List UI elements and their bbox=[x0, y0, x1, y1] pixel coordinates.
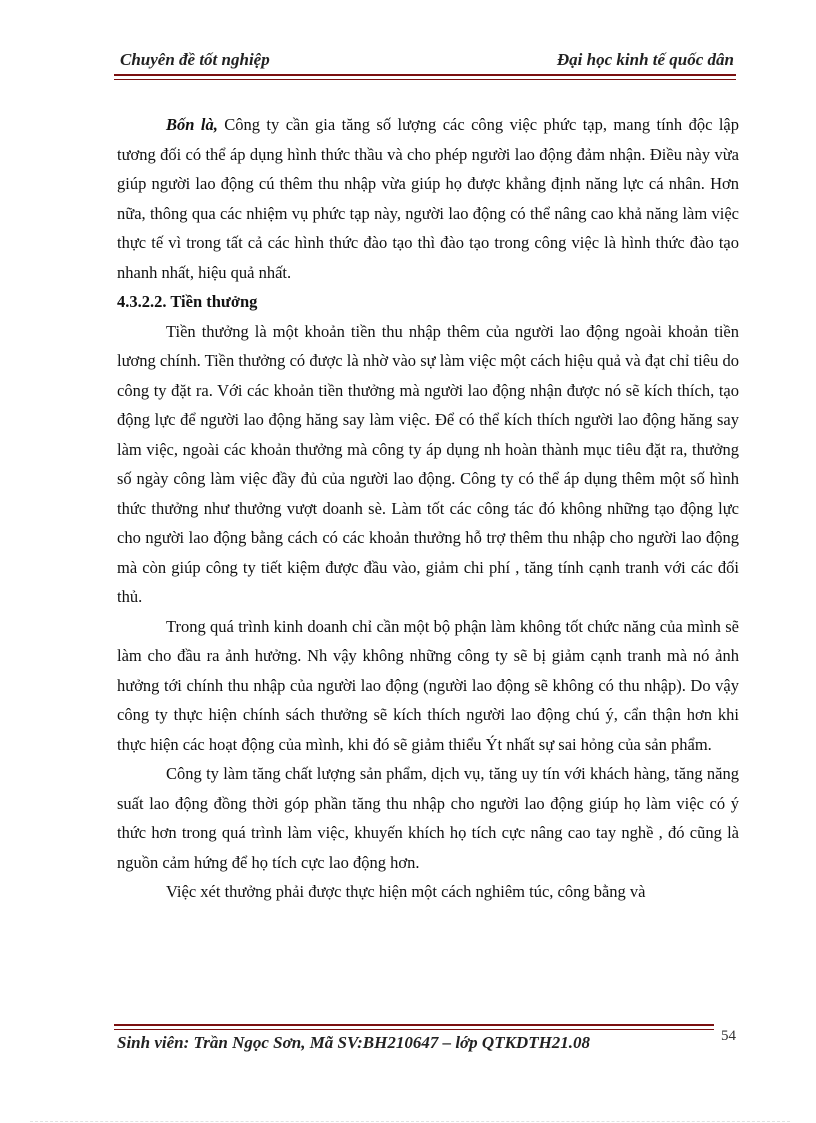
paragraph-tien-thuong: Tiền thưởng là một khoản tiền thu nhập thêm của người lao động ngoài khoản tiền lương chính. Tiền thưởng có được là nhờ vào sự làm việc một cách hiệu quả và đạt chỉ tiêu do công ty đặt ra. Với các khoản tiền thưởng mà người lao động nhận được nó sẽ kích thích, tạo động lực để người lao động hăng say làm việc. Để có thể kích thích người lao động hăng say làm việc, ngoài các khoản thưởng mà công ty áp dụng nh hoàn thành mục tiêu đặt ra, thưởng số ngày công làm việc đầy đủ của người lao động. Công ty có thể áp dụng thêm một số hình thức thưởng như thưởng vượt doanh sè. Làm tốt các công tác đó không những tạo động lực cho người lao động bằng cách có các khoản thưởng hỗ trợ thêm thu nhập cho người lao động mà còn giúp công ty tiết kiệm được đầu vào, giảm chi phí , tăng tính cạnh tranh với các đối thủ. bbox=[117, 321, 739, 606]
page-body bbox=[117, 110, 739, 907]
paragraph-lead: Bốn là, bbox=[166, 115, 218, 134]
paragraph-bon-la bbox=[117, 110, 739, 287]
paragraph-text: Công ty cần gia tăng số lượng các công việc phức tạp, mang tính độc lập tương đối có thể áp dụng hình thức thầu và cho phép người lao động đảm nhận. Điều này vừa giúp người lao động cú thêm thu nhập vừa giúp họ được khẳng định năng lực cá nhân. Hơn nữa, thông qua các nhiệm vụ phức tạp này, người lao động có thể nâng cao khả năng làm việc thực tế vì trong tất cả các hình thức đào tạo thì đào tạo trong công việc là hình thức đào tạo nhanh nhất, hiệu quả nhất. bbox=[117, 115, 739, 282]
footer-rule-thick bbox=[114, 1024, 714, 1026]
paragraph-xet-thuong: Việc xét thưởng phải được thực hiện một cách nghiêm túc, công bằng và bbox=[166, 882, 646, 901]
header-title-right: Đại học kinh tế quốc dân bbox=[556, 50, 734, 69]
header-rule-thin bbox=[114, 79, 736, 80]
header-title-left: Chuyên đề tốt nghiệp bbox=[120, 50, 270, 69]
paragraph-kinh-doanh: Trong quá trình kinh doanh chỉ cần một bộ phận làm không tốt chức năng của mình sẽ làm cho đầu ra ảnh hưởng. Nh vậy không những công ty sẽ bị giảm cạnh tranh mà nó ảnh hưởng tới chính thu nhập của người lao động (người lao động sẽ không có thu nhập). Do vậy công ty thực hiện chính sách thưởng sẽ kích thích người lao động chú ý, cẩn thận hơn khi thực hiện các hoạt động của mình, khi đó sẽ giảm thiểu Ýt nhất sự sai hỏng của sản phẩm. bbox=[117, 616, 739, 754]
page-edge-divider bbox=[30, 1121, 790, 1122]
footer-student-info: Sinh viên: Trần Ngọc Sơn, Mã SV:BH210647 – lớp QTKDTH21.08 bbox=[117, 1033, 591, 1052]
header-rule-thick bbox=[114, 74, 736, 76]
page-number: 54 bbox=[721, 1028, 736, 1044]
footer-rule-thin bbox=[114, 1029, 714, 1030]
section-heading: 4.3.2.2. Tiền thưởng bbox=[117, 292, 258, 311]
page-header bbox=[114, 46, 736, 74]
paragraph-chat-luong: Công ty làm tăng chất lượng sản phẩm, dịch vụ, tăng uy tín với khách hàng, tăng năng suất lao động đồng thời góp phần tăng thu nhập cho người lao động giúp họ làm việc có ý thức hơn trong quá trình làm việc, khuyến khích họ tích cực nâng cao tay nghề , đó cũng là nguồn cảm hứng để họ tích cực lao động hơn. bbox=[117, 764, 739, 872]
